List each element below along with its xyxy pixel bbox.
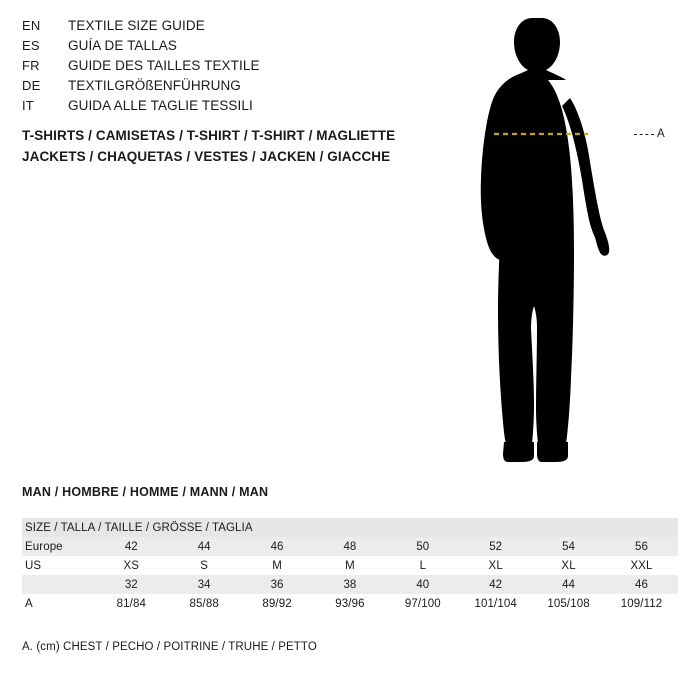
cell: 97/100 [386, 594, 459, 613]
garment-line-jackets: JACKETS / CHAQUETAS / VESTES / JACKEN / GIACCHE [22, 149, 391, 164]
cell: 32 [95, 575, 168, 594]
language-row [22, 78, 452, 97]
cell: L [386, 556, 459, 575]
cell: 105/108 [532, 594, 605, 613]
table-row [22, 575, 678, 594]
measure-label-a: A [657, 128, 665, 140]
language-row [22, 38, 452, 57]
cell: 48 [314, 537, 387, 556]
cell: 38 [314, 575, 387, 594]
cell: 81/84 [95, 594, 168, 613]
table-header-label: SIZE / TALLA / TAILLE / GRÖSSE / TAGLIA [22, 518, 678, 537]
language-row [22, 98, 452, 117]
language-title: GUÍA DE TALLAS [68, 38, 177, 53]
cell: 36 [241, 575, 314, 594]
language-title: GUIDE DES TAILLES TEXTILE [68, 58, 260, 73]
table-row [22, 594, 678, 613]
language-row [22, 58, 452, 77]
cell: 46 [241, 537, 314, 556]
cell: 109/112 [605, 594, 678, 613]
cell: 56 [605, 537, 678, 556]
cell: 101/104 [459, 594, 532, 613]
table-row [22, 537, 678, 556]
language-title: TEXTILGRÖßENFÜHRUNG [68, 78, 241, 93]
language-code: DE [22, 78, 41, 93]
language-title: TEXTILE SIZE GUIDE [68, 18, 205, 33]
cell: 44 [532, 575, 605, 594]
cell: M [241, 556, 314, 575]
cell: 42 [459, 575, 532, 594]
language-code: EN [22, 18, 41, 33]
cell: XL [459, 556, 532, 575]
male-figure-illustration [470, 10, 680, 470]
table-row [22, 556, 678, 575]
garment-category-block [22, 128, 462, 170]
cell: 50 [386, 537, 459, 556]
cell: 42 [95, 537, 168, 556]
language-code: IT [22, 98, 34, 113]
cell: 93/96 [314, 594, 387, 613]
cell: XS [95, 556, 168, 575]
cell: M [314, 556, 387, 575]
cell: 34 [168, 575, 241, 594]
cell: 54 [532, 537, 605, 556]
row-label-europe: Europe [22, 537, 95, 556]
table-header-row [22, 518, 678, 537]
cell: S [168, 556, 241, 575]
language-code: FR [22, 58, 40, 73]
language-title-block [22, 18, 452, 118]
size-table-container [22, 518, 678, 613]
cell: XL [532, 556, 605, 575]
cell: 44 [168, 537, 241, 556]
table-footnote: A. (cm) CHEST / PECHO / POITRINE / TRUHE / PETTO [22, 641, 317, 653]
cell: 85/88 [168, 594, 241, 613]
size-table [22, 518, 678, 613]
section-title-man: MAN / HOMBRE / HOMME / MANN / MAN [22, 485, 269, 499]
cell: XXL [605, 556, 678, 575]
row-label-a: A [22, 594, 95, 613]
language-title: GUIDA ALLE TAGLIE TESSILI [68, 98, 253, 113]
cell: 52 [459, 537, 532, 556]
garment-line-tshirts: T-SHIRTS / CAMISETAS / T-SHIRT / T-SHIRT / MAGLIETTE [22, 128, 396, 143]
row-label-us: US [22, 556, 95, 575]
language-row [22, 18, 452, 37]
measure-leader-line [634, 134, 654, 135]
cell: 46 [605, 575, 678, 594]
language-code: ES [22, 38, 40, 53]
row-label-us-numeric [22, 575, 95, 594]
cell: 40 [386, 575, 459, 594]
cell: 89/92 [241, 594, 314, 613]
